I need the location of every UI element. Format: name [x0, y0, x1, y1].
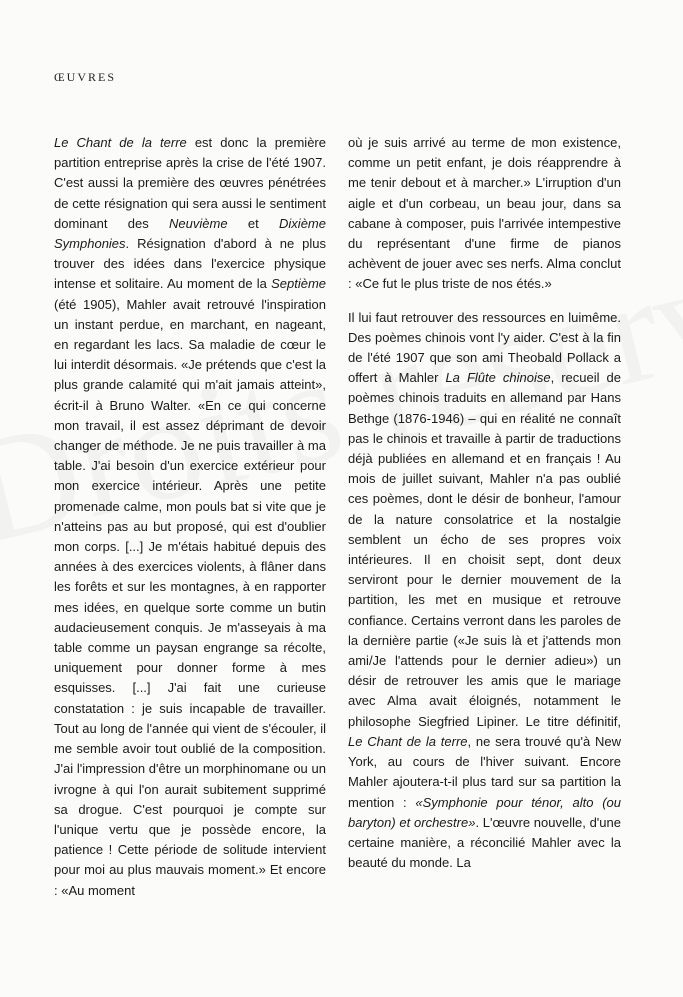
text-run: où je suis arrivé au terme de mon existence, comme un petit enfant, je dois réapprendre à me tenir debout et à marcher.» L'irruption d'un aigle et d'un corbeau, un beau jour, dans sa cabane à composer, puis l'arrivée intempestive du représentant d'une firme de pianos achèvent de jouer avec ses nerfs. Alma conclut : «Ce fut le plus triste de nos étés.» [348, 135, 621, 292]
text-run: est donc la première partition entreprise après la crise de l'été 1907. C'est aussi la première des œuvres pénétrées de cette résignation qui sera aussi le sentiment dominant des [54, 135, 326, 231]
paragraph [348, 133, 621, 295]
text-run: , ne sera trouvé qu'à New York, au cours de l'hiver suivant. Encore Mahler ajoutera-t-il plus tard sur sa partition la mention : [348, 733, 621, 810]
italic-text: La Flûte chinoise [445, 370, 551, 386]
text-run: (été 1905), Mahler avait retrouvé l'inspiration un instant perdue, en marchant, en nageant, en regardant les lacs. Sa maladie de cœur le lui interdit désormais. «Je prétends que c'est la plus grande calamité qui m'ait jamais atteint», écrit-il à Bruno Walter. «En ce qui concerne mon travail, il est assez déprimant de devoir changer de méthode. Je ne puis travailler à ma table. J'ai besoin d'un exercice extérieur pour mon exercice intérieur. Après une petite promenade calme, mon pouls bat si vite que je n'atteins pas au but proposé, qui est d'oublier mon corps. [...] Je m'étais habitué depuis des années à des exercices violents, à flâner dans les forêts et sur les montagnes, à en rapporter mes idées, en quelque sorte comme un butin audacieusement conquis. Je m'asseyais à ma table comme un paysan engrange sa récolte, uniquement pour donner forme à mes esquisses. [...] J'ai fait une curieuse constatation : je suis incapable de travailler. Tout au long de l'année qui vient de s'écouler, il me semble avoir tout oublié de la composition. J'ai l'impression d'être un morphinomane ou un ivrogne à qui l'on aurait subitement supprimé sa drogue. C'est pourquoi je compte sur l'unique vertu que je possède encore, la patience ! Cette période de solitude intervient pour moi au plus mauvais moment.» Et encore : «Au moment [54, 296, 326, 898]
text-run: , recueil de poèmes chinois traduits en allemand par Hans Bethge (1876-1946) – qui en réalité ne connaît pas le chinois et travaille à partir de traductions déjà publiées en allemand et en français ! Au mois de juillet suivant, Mahler n'a pas oublié ces poèmes, dont le désir de bonheur, l'amour de la nature consolatrice et la nostalgie semblent un écho de ses propres voix intérieures. Il en choisit sept, dont deux serviront pour le dernier mouvement de la partition, les met en musique et retrouve confiance. Certains verront dans les paroles de la dernière partie («Je suis là et j'attends mon ami/Je l'attends pour le dernier adieu») un désir de retrouver les amis que le mariage avec Alma avait éloignés, notamment le philosophe Siegfried Lipiner. Le titre définitif, [348, 370, 622, 729]
running-head: ŒUVRES [54, 70, 117, 84]
italic-text: Dixième Symphonies [54, 215, 326, 252]
text-run: . Résignation d'abord à ne plus trouver des idées dans l'exercice physique intense et solitaire. Au moment de la [54, 236, 326, 292]
italic-text: Le Chant de la terre [348, 733, 468, 749]
text-run: . L'œuvre nouvelle, d'une certaine manière, a réconcilié Mahler avec la beauté du monde. La [348, 814, 621, 871]
italic-text: Neuvième [169, 215, 228, 231]
italic-text: Septième [271, 276, 326, 292]
italic-text: Le Chant de la terre [54, 135, 187, 150]
text-run: et [227, 215, 280, 231]
italic-text: «Symphonie pour ténor, alto (ou baryton) et orchestre» [348, 794, 621, 830]
paragraph [54, 133, 326, 901]
left-column [54, 133, 326, 901]
right-column [348, 133, 621, 873]
paragraph [348, 308, 621, 874]
text-run: Il lui faut retrouver des ressources en luimême. Des poèmes chinois vont l'y aider. C'est à la fin de l'été 1907 que son ami Theobald Pollack a offert à Mahler [348, 309, 621, 386]
